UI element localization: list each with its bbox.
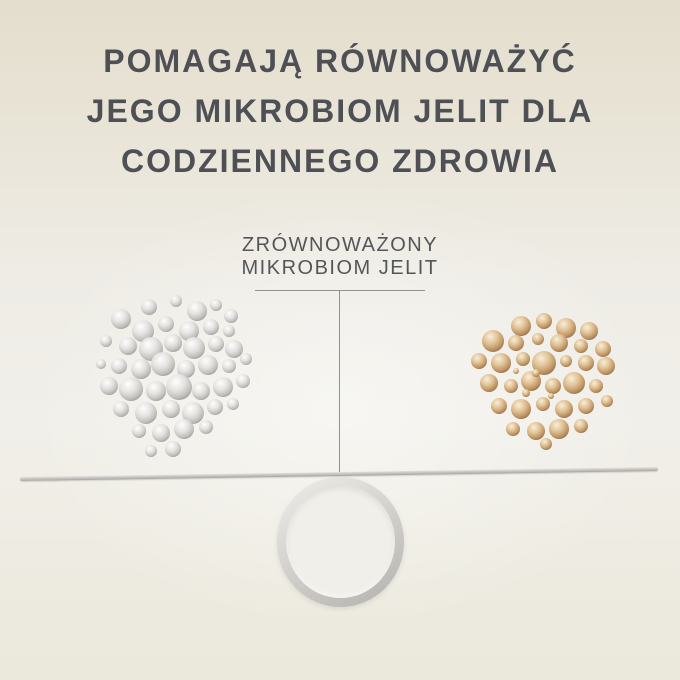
microbiome-sphere <box>187 301 207 321</box>
microbiome-sphere <box>192 382 210 400</box>
microbiome-sphere <box>580 322 598 340</box>
microbiome-sphere <box>508 335 524 351</box>
microbiome-sphere <box>146 381 166 401</box>
balanced-microbiome-label-line-2: MIKROBIOM JELIT <box>241 257 439 279</box>
microbiome-sphere <box>511 316 531 336</box>
microbiome-sphere <box>563 372 585 394</box>
microbiome-sphere <box>151 352 175 376</box>
microbiome-sphere <box>165 441 181 457</box>
microbiome-sphere <box>536 397 550 411</box>
microbiome-sphere <box>540 438 552 450</box>
microbiome-sphere <box>574 419 588 433</box>
microbiome-sphere <box>578 398 594 414</box>
microbiome-sphere <box>578 355 594 371</box>
balanced-microbiome-label-line-1: ZRÓWNOWAŻONY <box>241 234 439 256</box>
microbiome-sphere <box>111 358 127 374</box>
microbiome-sphere <box>601 395 613 407</box>
microbiome-sphere <box>111 309 131 329</box>
microbiome-sphere <box>240 353 252 365</box>
microbiome-sphere <box>119 337 137 355</box>
microbiome-sphere <box>166 374 192 400</box>
microbiome-sphere <box>223 325 235 337</box>
microbiome-sphere <box>113 401 129 417</box>
microbiome-sphere <box>511 399 531 419</box>
microbiome-sphere <box>536 313 552 329</box>
microbiome-sphere <box>158 316 174 332</box>
microbiome-sphere <box>183 337 205 359</box>
microbiome-sphere <box>482 330 504 352</box>
microbiome-sphere <box>597 357 615 375</box>
microbiome-sphere <box>549 419 569 439</box>
microbiome-sphere <box>532 333 544 345</box>
microbiome-sphere <box>224 309 238 323</box>
microbiome-sphere <box>141 299 157 315</box>
microbiome-sphere <box>198 355 218 375</box>
microbiome-sphere <box>504 379 518 393</box>
page-title-line-1: POMAGAJĄ RÓWNOWAŻYĆ <box>103 43 577 79</box>
microbiome-sphere <box>471 353 487 369</box>
microbiome-sphere <box>207 399 223 415</box>
microbiome-sphere <box>522 389 530 397</box>
microbiome-sphere <box>119 377 143 401</box>
microbiome-sphere <box>162 400 180 418</box>
microbiome-sphere <box>208 336 224 352</box>
microbiome-sphere <box>135 402 157 424</box>
microbiome-sphere <box>491 353 511 373</box>
microbiome-sphere <box>236 374 250 388</box>
microbiome-sphere <box>225 340 243 358</box>
microbiome-sphere <box>548 393 554 399</box>
microbiome-sphere <box>145 445 157 457</box>
microbiome-sphere <box>513 368 519 374</box>
page-title-line-2: JEGO MIKROBIOM JELIT DLA <box>86 93 594 129</box>
microbiome-sphere <box>131 359 151 379</box>
microbiome-sphere <box>491 398 507 414</box>
microbiome-sphere <box>164 334 182 352</box>
microbiome-sphere <box>152 424 170 442</box>
microbiome-sphere <box>560 355 572 367</box>
microbiome-sphere <box>96 359 106 369</box>
microbiome-sphere <box>100 335 112 347</box>
microbiome-sphere <box>210 299 222 311</box>
microbiome-sphere <box>203 319 219 335</box>
microbiome-sphere <box>132 424 146 438</box>
fulcrum-ring <box>277 477 404 607</box>
fulcrum-ring-hole <box>286 485 395 598</box>
microbiome-sphere <box>589 379 603 393</box>
microbiome-sphere <box>516 352 530 366</box>
microbiome-sphere <box>574 339 588 353</box>
microbiome-sphere <box>506 422 520 436</box>
microbiome-sphere <box>545 378 561 394</box>
microbiome-sphere <box>213 377 233 397</box>
microbiome-sphere <box>555 400 573 418</box>
microbiome-sphere <box>222 359 236 373</box>
microbiome-sphere <box>170 295 182 307</box>
microbiome-sphere <box>199 420 213 434</box>
microbiome-sphere <box>532 369 540 377</box>
microbiome-sphere <box>527 422 545 440</box>
microbiome-sphere <box>227 398 239 410</box>
microbiome-sphere <box>480 374 498 392</box>
microbiome-sphere <box>595 341 611 357</box>
microbiome-sphere <box>174 419 194 439</box>
microbiome-sphere <box>100 377 118 395</box>
microbiome-sphere <box>550 334 568 352</box>
gold-microbiome-cluster <box>471 313 615 450</box>
silver-microbiome-cluster <box>96 295 252 457</box>
page-title-line-3: CODZIENNEGO ZDROWIA <box>121 143 559 179</box>
